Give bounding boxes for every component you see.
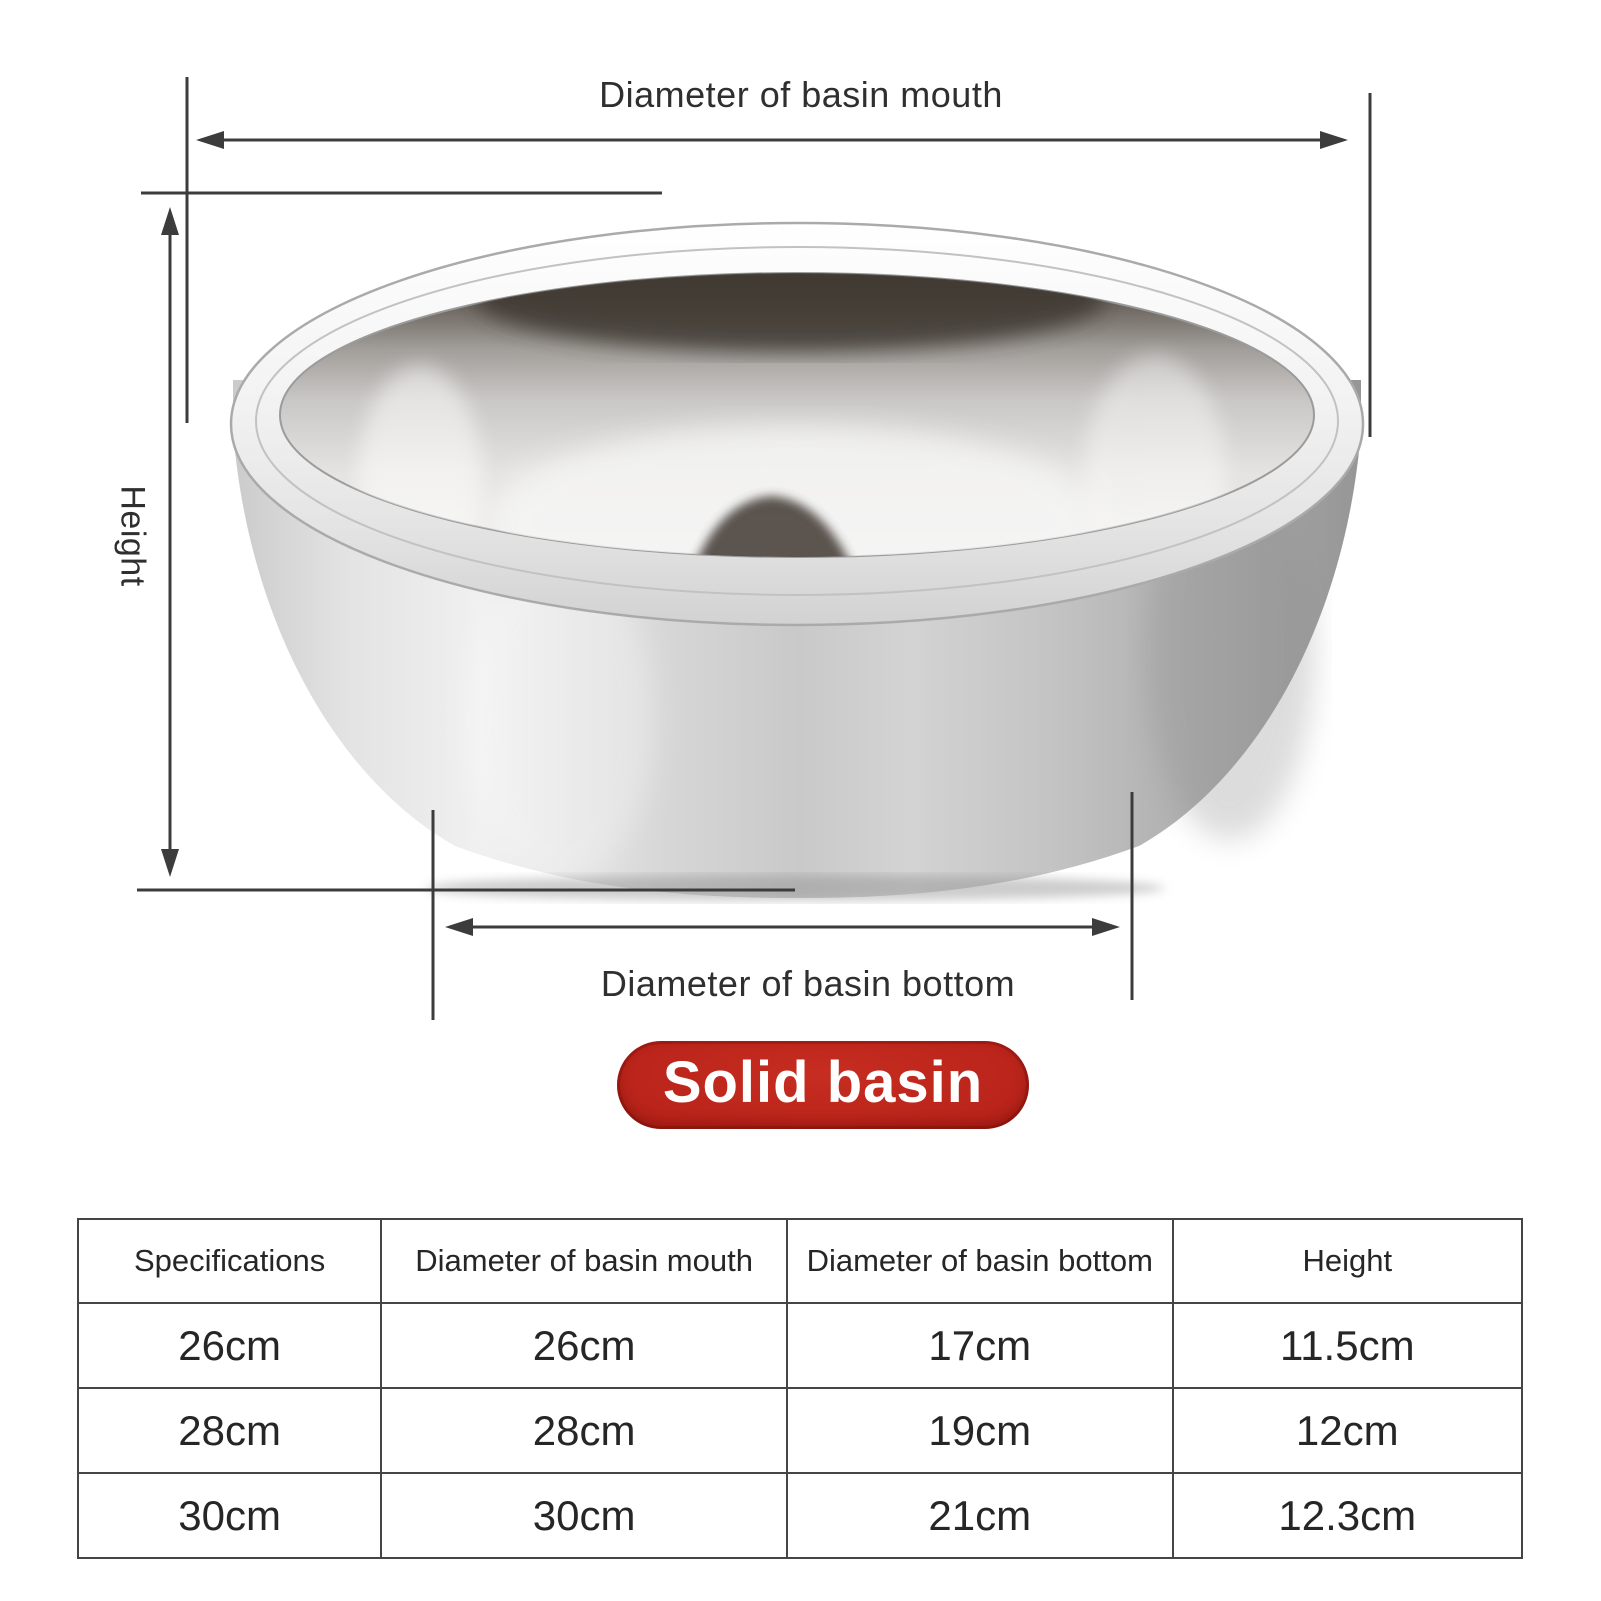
spec-cell: 21cm (787, 1473, 1173, 1558)
col-header-mouth-diameter: Diameter of basin mouth (381, 1219, 787, 1303)
height-label: Height (113, 485, 152, 587)
col-header-height: Height (1173, 1219, 1522, 1303)
solid-basin-badge (617, 1041, 1029, 1129)
basin-photo (231, 223, 1363, 901)
spec-row-30cm (78, 1473, 1522, 1558)
spec-row-26cm (78, 1303, 1522, 1388)
arrowhead-right-icon (1320, 131, 1348, 149)
arrowhead-right-icon (1092, 918, 1120, 936)
spec-cell: 17cm (787, 1303, 1173, 1388)
solid-basin-badge-label: Solid basin (662, 1050, 984, 1115)
mouth-diameter-label: Diameter of basin mouth (599, 74, 1003, 115)
bottom-diameter-label: Diameter of basin bottom (600, 963, 1016, 1004)
spec-cell: 30cm (78, 1473, 381, 1558)
col-header-bottom-diameter: Diameter of basin bottom (787, 1219, 1173, 1303)
spec-cell: 26cm (381, 1303, 787, 1388)
spec-cell: 28cm (78, 1388, 381, 1473)
spec-cell: 26cm (78, 1303, 381, 1388)
arrowhead-up-icon (161, 207, 179, 235)
spec-row-28cm (78, 1388, 1522, 1473)
spec-cell: 19cm (787, 1388, 1173, 1473)
arrowhead-down-icon (161, 849, 179, 877)
spec-cell: 11.5cm (1173, 1303, 1522, 1388)
spec-cell: 12cm (1173, 1388, 1522, 1473)
spec-cell: 12.3cm (1173, 1473, 1522, 1558)
spec-cell: 28cm (381, 1388, 787, 1473)
arrowhead-left-icon (196, 131, 224, 149)
spec-cell: 30cm (381, 1473, 787, 1558)
spec-table-header-row (78, 1219, 1522, 1303)
spec-table (77, 1218, 1523, 1559)
col-header-specifications: Specifications (78, 1219, 381, 1303)
arrowhead-left-icon (445, 918, 473, 936)
